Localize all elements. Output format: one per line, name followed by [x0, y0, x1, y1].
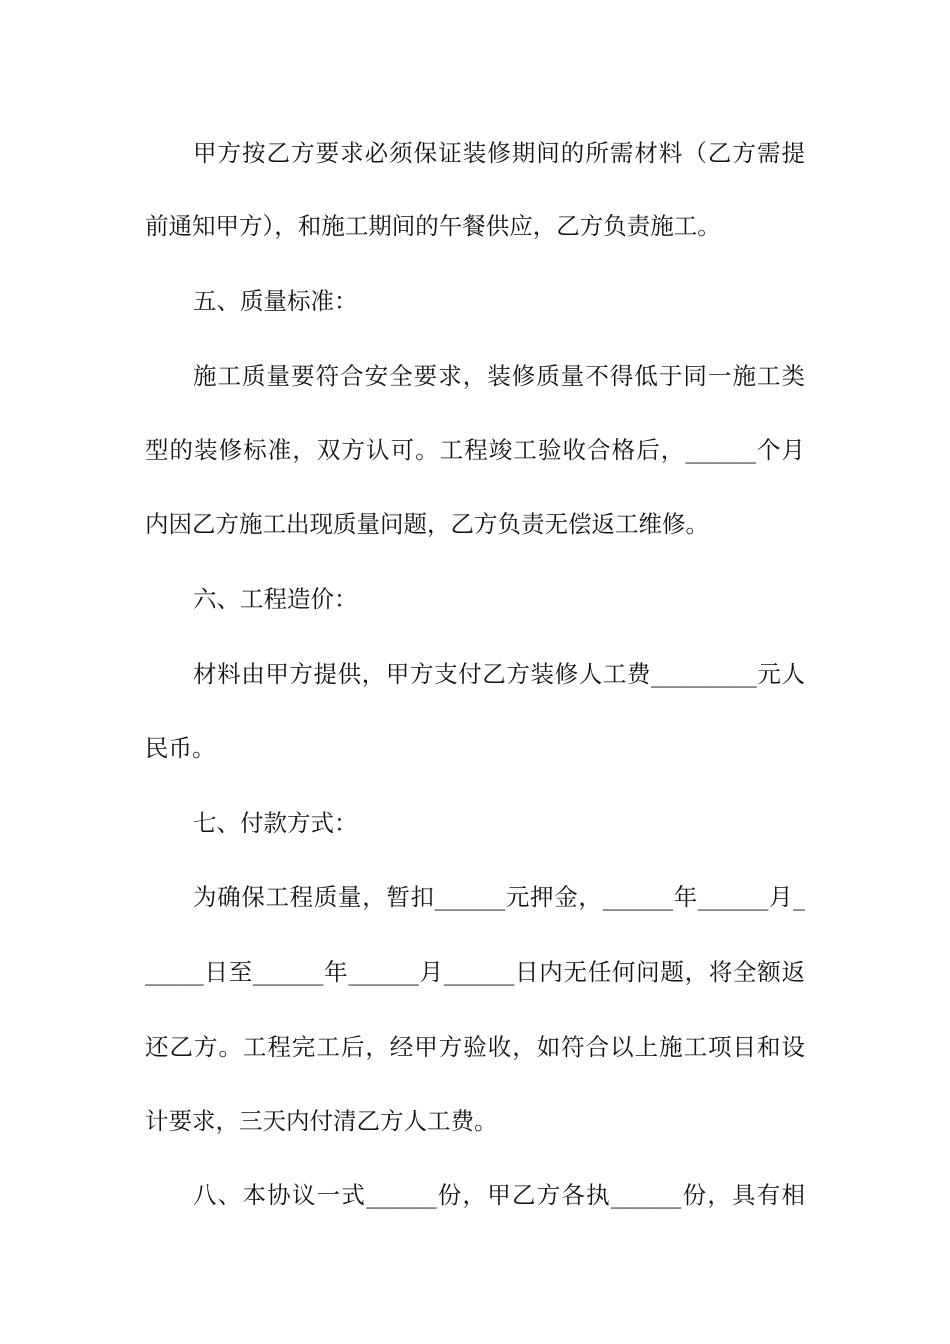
paragraph-line: 还乙方。工程完工后，经甲方验收，如符合以上施工项目和设: [145, 1033, 805, 1061]
paragraph-line: 民币。: [145, 734, 216, 762]
paragraph-line: 为确保工程质量，暂扣______元押金，______年______月_: [193, 883, 805, 911]
section-heading-cost: 六、工程造价：: [193, 585, 358, 613]
paragraph-line: _____日至______年______月______日内无任何问题，将全额返: [145, 958, 805, 986]
paragraph-line: 计要求，三天内付清乙方人工费。: [145, 1107, 498, 1135]
paragraph-line: 内因乙方施工出现质量问题，乙方负责无偿返工维修。: [145, 510, 709, 538]
paragraph-line: 施工质量要符合安全要求，装修质量不得低于同一施工类: [193, 362, 805, 390]
paragraph-line: 材料由甲方提供，甲方支付乙方装修人工费_________元人: [193, 660, 805, 688]
paragraph-line: 型的装修标准，双方认可。工程竣工验收合格后，______个月: [145, 436, 805, 464]
paragraph-line: 前通知甲方），和施工期间的午餐供应，乙方负责施工。: [145, 212, 721, 240]
section-heading-payment: 七、付款方式：: [193, 809, 358, 837]
section-heading-quality: 五、质量标准：: [193, 287, 358, 315]
paragraph-line: 八、本协议一式______份，甲乙方各执______份，具有相: [193, 1181, 805, 1209]
paragraph-line: 甲方按乙方要求必须保证装修期间的所需材料（乙方需提: [193, 139, 805, 167]
